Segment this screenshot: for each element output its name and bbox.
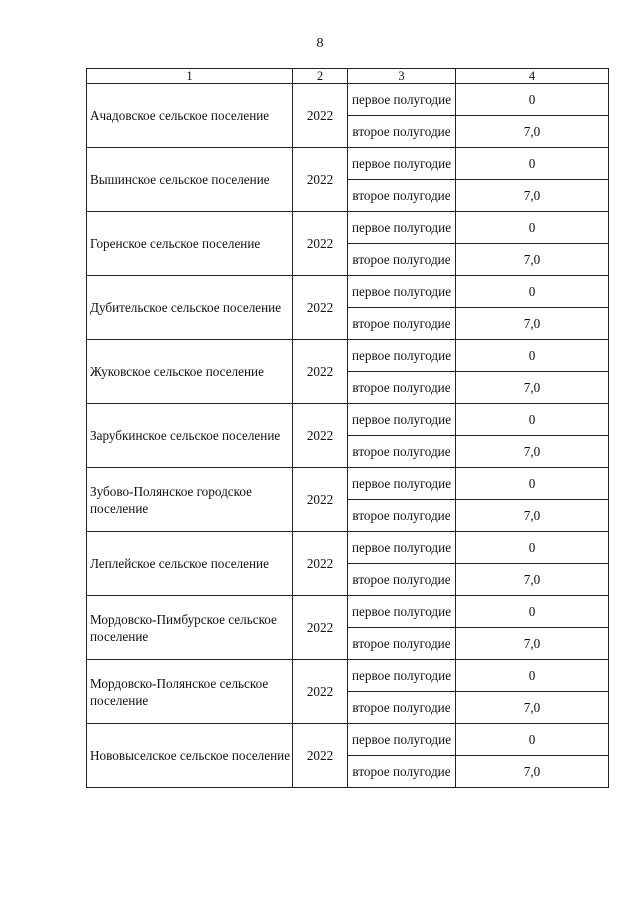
value-cell: 0 [456, 724, 609, 756]
settlement-name: Мордовско-Полянское сельское поселение [87, 660, 293, 724]
period-cell: первое полугодие [348, 660, 456, 692]
value-cell: 0 [456, 212, 609, 244]
table-row [87, 148, 609, 180]
settlement-name: Дубительское сельское поселение [87, 276, 293, 340]
table-header-row [87, 69, 609, 84]
period-cell: второе полугодие [348, 116, 456, 148]
value-cell: 7,0 [456, 500, 609, 532]
value-cell: 7,0 [456, 628, 609, 660]
value-cell: 0 [456, 148, 609, 180]
period-cell: второе полугодие [348, 372, 456, 404]
year-cell: 2022 [293, 596, 348, 660]
settlement-name: Зубово-Полянское городское поселение [87, 468, 293, 532]
settlement-name: Ачадовское сельское поселение [87, 84, 293, 148]
value-cell: 0 [456, 276, 609, 308]
value-cell: 7,0 [456, 116, 609, 148]
period-cell: второе полугодие [348, 436, 456, 468]
period-cell: второе полугодие [348, 500, 456, 532]
settlement-name: Жуковское сельское поселение [87, 340, 293, 404]
table-row [87, 340, 609, 372]
period-cell: первое полугодие [348, 724, 456, 756]
header-cell-3: 3 [348, 69, 456, 84]
settlement-name: Нововыселское сельское поселение [87, 724, 293, 788]
year-cell: 2022 [293, 404, 348, 468]
period-cell: первое полугодие [348, 148, 456, 180]
period-cell: первое полугодие [348, 212, 456, 244]
year-cell: 2022 [293, 276, 348, 340]
period-cell: второе полугодие [348, 692, 456, 724]
header-cell-4: 4 [456, 69, 609, 84]
table-row [87, 404, 609, 436]
header-cell-2: 2 [293, 69, 348, 84]
period-cell: первое полугодие [348, 84, 456, 116]
year-cell: 2022 [293, 660, 348, 724]
value-cell: 7,0 [456, 756, 609, 788]
period-cell: первое полугодие [348, 468, 456, 500]
period-cell: второе полугодие [348, 180, 456, 212]
year-cell: 2022 [293, 468, 348, 532]
value-cell: 7,0 [456, 372, 609, 404]
table-row [87, 212, 609, 244]
year-cell: 2022 [293, 212, 348, 276]
year-cell: 2022 [293, 84, 348, 148]
table-row [87, 276, 609, 308]
settlement-name: Мордовско-Пимбурское сельское поселение [87, 596, 293, 660]
period-cell: второе полугодие [348, 756, 456, 788]
value-cell: 7,0 [456, 308, 609, 340]
period-cell: первое полугодие [348, 404, 456, 436]
table-row [87, 84, 609, 116]
value-cell: 0 [456, 660, 609, 692]
settlement-name: Леплейское сельское поселение [87, 532, 293, 596]
year-cell: 2022 [293, 532, 348, 596]
settlement-name: Зарубкинское сельское поселение [87, 404, 293, 468]
year-cell: 2022 [293, 724, 348, 788]
value-cell: 0 [456, 340, 609, 372]
year-cell: 2022 [293, 340, 348, 404]
value-cell: 0 [456, 468, 609, 500]
value-cell: 7,0 [456, 436, 609, 468]
value-cell: 7,0 [456, 692, 609, 724]
table-row [87, 532, 609, 564]
settlement-name: Горенское сельское поселение [87, 212, 293, 276]
period-cell: второе полугодие [348, 564, 456, 596]
table-row [87, 468, 609, 500]
data-table [86, 68, 609, 788]
page-number: 8 [316, 36, 324, 51]
period-cell: первое полугодие [348, 340, 456, 372]
value-cell: 0 [456, 532, 609, 564]
table-row [87, 660, 609, 692]
value-cell: 7,0 [456, 180, 609, 212]
value-cell: 0 [456, 84, 609, 116]
table-row [87, 724, 609, 756]
period-cell: первое полугодие [348, 276, 456, 308]
header-cell-1: 1 [87, 69, 293, 84]
settlement-name: Вышинское сельское поселение [87, 148, 293, 212]
year-cell: 2022 [293, 148, 348, 212]
value-cell: 0 [456, 596, 609, 628]
value-cell: 7,0 [456, 564, 609, 596]
period-cell: второе полугодие [348, 308, 456, 340]
value-cell: 0 [456, 404, 609, 436]
period-cell: второе полугодие [348, 628, 456, 660]
value-cell: 7,0 [456, 244, 609, 276]
period-cell: второе полугодие [348, 244, 456, 276]
period-cell: первое полугодие [348, 532, 456, 564]
period-cell: первое полугодие [348, 596, 456, 628]
table-row [87, 596, 609, 628]
